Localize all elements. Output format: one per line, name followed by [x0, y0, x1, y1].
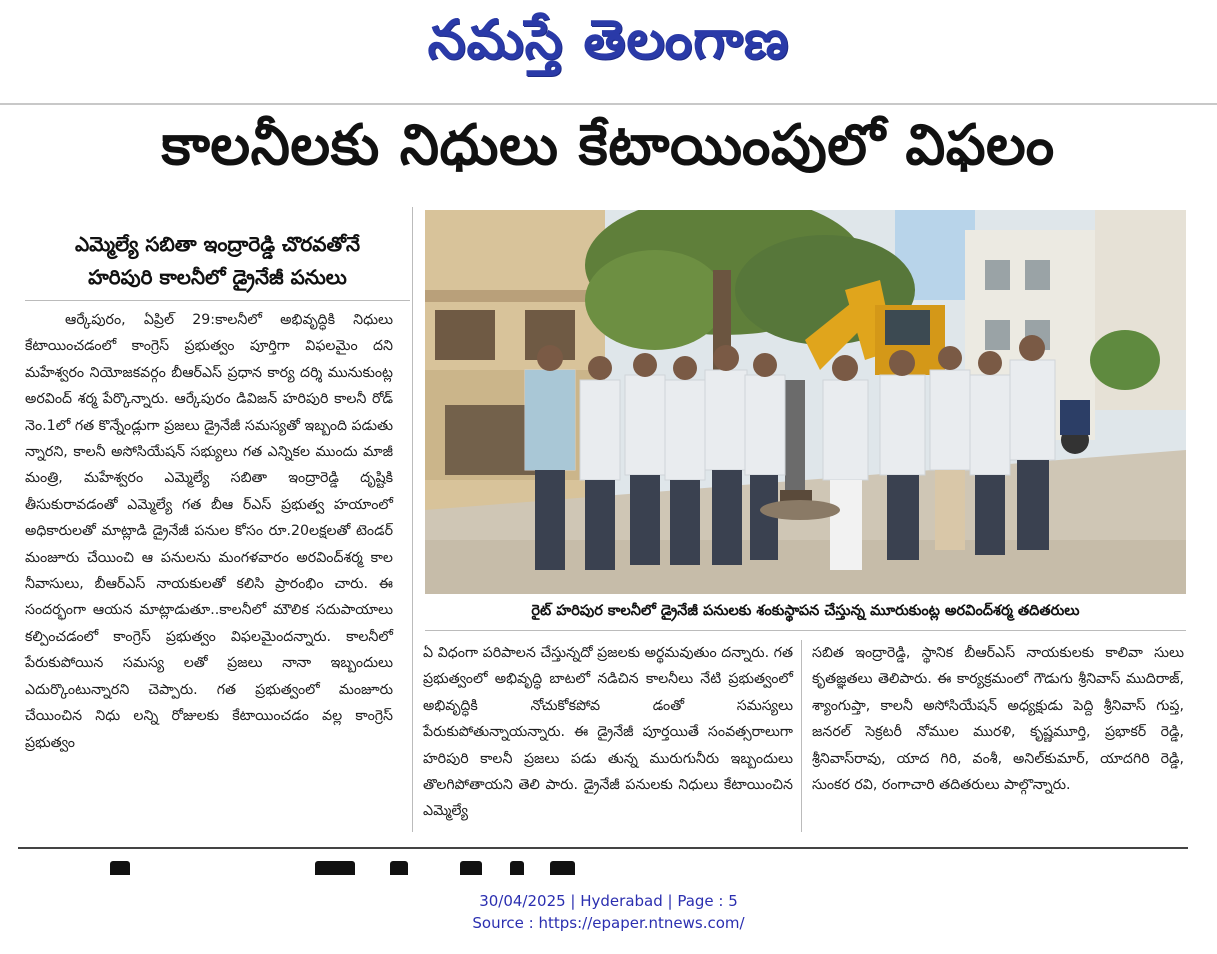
masthead-logo: నమస్తే తెలంగాణ	[427, 7, 790, 71]
article-column-1: ఆర్కేపురం, ఏప్రిల్ 29:కాలనీలో అభివృద్ధికి నిధులు కేటాయించడంలో కాంగ్రెస్ ప్రభుత్వం పూర్తిగా విఫలమైం దని మహేశ్వరం నియోజకవర్గం బీఆర్ఎస్ ప్రధాన కార్య దర్శి మునుకుంట్ల అరవింద్ శర్మ పేర్కొన్నారు. ఆర్కేపురం డివిజన్ హరిపురి కాలనీ రోడ్ నెం.1లో గత కొన్నేండ్లుగా ప్రజలు డ్రైనేజీ సమస్యతో ఇబ్బంది పడుతు న్నారని, కాలనీ అసోసియేషన్ సభ్యులు గత ఎన్నికల ముందు మాజీ మంత్రి, మహేశ్వరం ఎమ్మెల్యే సబితా ఇంద్రారెడ్డి దృష్టికి తీసుకురావడంతో ఎమ్మెల్యే గత బీఆ ర్ఎస్ ప్రభుత్వ హయాంలో అధికారులతో మాట్లాడి డ్రైనేజీ పనుల కోసం రూ.20లక్షలతో టెండర్ మంజూరు చేయించి ఆ పనులను మంగళవారం అరవింద్‌శర్మ కాల నీవాసులు, బీఆర్ఎస్ నాయకులతో కలిసి ప్రారంభిం చారు. ఈ సందర్భంగా ఆయన మాట్లాడుతూ..కాలనీలో మౌలిక సదుపాయాలు కల్పించడంలో కాంగ్రెస్ ప్రభుత్వం విఫలమైందన్నారు. కాలనీలో పేరుకుపోయిన సమస్య లతో ప్రజలు నానా ఇబ్బందులు ఎదుర్కొంటున్నారని చెప్పారు. గత ప్రభుత్వంలో మంజూరు చేయించిన నిధు లన్ని రోజులకు కేటాయించడం వల్ల కాంగ్రెస్ ప్రభుత్వం	[25, 312, 393, 751]
subheadline	[25, 228, 410, 294]
subheadline-divider	[25, 300, 410, 301]
subheadline-line-2: హరిపురి కాలనీలో డ్రైనేజీ పనులు	[88, 265, 347, 289]
column-divider	[412, 207, 413, 832]
article-column-3: సబిత ఇంద్రారెడ్డి, స్థానిక బీఆర్ఎస్ నాయకులకు కాలివా సులు కృతజ్ఞతలు తెలిపారు. ఈ కార్యక్రమంలో గౌడుగు శ్రీనివాస్ ముదిరాజ్, శ్యాంగుప్తా, కాలనీ అసోసియేషన్ అధ్యక్షుడు పెద్ది శ్రీనివాస్ గుప్త, జనరల్ సెక్రటరీ నోముల మురళి, కృష్ణమూర్తి, ప్రభాకర్ రెడ్డి, శ్రీనివాస్‌రావు, యాద గిరి, వంశీ, అనిల్‌కుమార్, యాదగిరి రెడ్డి, సుంకర రవి, రంగాచారి తదితరులు పాల్గొన్నారు.	[812, 645, 1184, 794]
footer-date-line: 30/04/2025 | Hyderabad | Page : 5	[479, 892, 738, 910]
article-column-2: ఏ విధంగా పరిపాలన చేస్తున్నదో ప్రజలకు అర్థమవుతుం దన్నారు. గత ప్రభుత్వంలో అభివృద్ధి బాటలో నడిచిన కాలనీలు నేటి ప్రభుత్వంలో అభివృద్ధికి నోచుకోకపోవ డంతో సమస్యలు పేరుకుపోతున్నాయన్నారు. ఈ డ్రైనేజీ పూర్తయితే సంవత్సరాలుగా హరిపురి కాలనీ ప్రజలు పడు తున్న మురుగునీరు ఇబ్బందులు తొలగిపోతాయని తెలి పారు. డ్రైనేజీ పనులకు నిధులు కేటాయించిన ఎమ్మెల్యే	[423, 645, 793, 820]
page-footer	[0, 890, 1217, 934]
subheadline-line-1: ఎమ్మెల్యే సబితా ఇంద్రారెడ్డి చొరవతోనే	[74, 232, 361, 256]
cut-off-next-headline	[90, 853, 1190, 875]
caption-divider	[425, 630, 1186, 631]
footer-source-line: Source : https://epaper.ntnews.com/	[472, 914, 745, 932]
news-photo-illustration	[425, 210, 1186, 594]
headline: కాలనీలకు నిధులు కేటాయింపులో విఫలం	[161, 112, 1055, 178]
news-photo	[425, 210, 1186, 594]
bottom-divider	[18, 847, 1188, 849]
photo-caption: రైట్ హరిపుర కాలనీలో డ్రైనేజీ పనులకు శంకుస్థాపన చేస్తున్న మూరుకుంట్ల అరవింద్‌శర్మ తదితరులు	[531, 603, 1080, 619]
masthead	[0, 0, 1217, 92]
column-divider	[801, 640, 802, 832]
top-divider	[0, 103, 1217, 105]
